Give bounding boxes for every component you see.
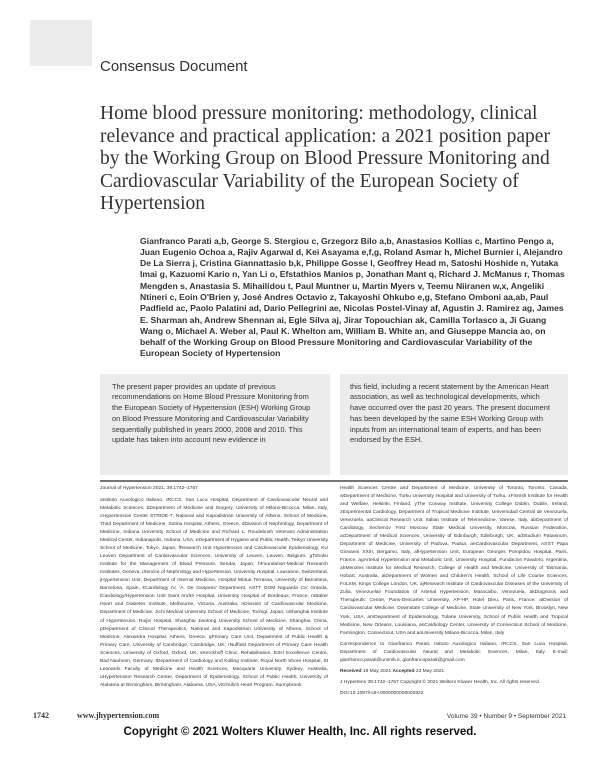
affiliations: aIstituto Auxologico Italiano, IRCCS, San Luca Hospital, Department of Cardiovascular Neural and Metabolic Sciences, bDepartment of Medicine and Surgery, University of Milano-Bicocca, Milan, Italy, cHypertension Center STRIDE-7, National and Kapodistrian University of Athens, School of Medicine, Third Department of Medicine, Sotiria Hospital, Athens, Greece, dDivision of Nephrology, Department of Medicine, Indiana University School of Medicine and Richard L. Roudebush Veterans Administration Medical Center, Indianapolis, Indiana, USA, eDepartment of Hygiene and Public Health, Teikyo University School of Medicine, Tokyo, Japan, fResearch Unit Hypertension and Cardiovascular Epidemiology, KU Leuven Department of Cardiovascular Sciences, University of Leuven, Leuven, Belgium, gTohoku Institute for the Management of Blood Pressure, Sendai, Japan, hFoundation-Medical Research Institutes, Geneva, iService of Nephrology and Hypertension, University Hospital, Lausanne, Switzerland, jHypertension Unit, Department of Internal Medicine, Hospital Mútua Terrassa, University of Barcelona, Barcelona, Spain, kCardiology IV, 'A. De Gasperis' Department, ASTT GOM Niguarda Ca' Granda, lCardiology/Hypertension Unit Saint André Hospital, University Hospital of Bordeaux, France, mBaker Heart and Diabetes Institute, Melbourne, Victoria, Australia, nDivision of Cardiovascular Medicine, Department of Medicine, Jichi Medical University School of Medicine, Tochigi, Japan, oShanghai Institute of Hypertension, Ruijin Hospital, Shanghai Jiaotong University School of Medicine, Shanghai, China, pDepartment of Clinical Therapeutics, National and Kapodistrian University of Athens, School of Medicine, Alexandra Hospital, Athens, Greece, qPrimary Care Unit, Department of Public Health & Primary Care, University of Cambridge, Cambridge, UK, rNuffield Department of Primary Care Health Sciences, University of Oxford, Oxford, UK, sKerckhoff Clinic, Rehabilitation, ESH Excellence Centre, Bad Nauheim, Germany, tDepartment of Cardiology and Kolling Institute, Royal North Shore Hospital, St Leonards Faculty of Medicine and Health Sciences, Macquarie University, Sydney, Australia, uHypertension Research Center, Department of Epidemiology, School of Public Health, University of Alabama at Birmingham, Birmingham, Alabama, USA, vSchulich Heart Program, Sunnybrook <box>100 497 328 688</box>
issue-info: Volume 39 • Number 9 • September 2021 <box>446 712 566 720</box>
copyright-notice: Copyright © 2021 Wolters Kluwer Health, Inc. All rights reserved. <box>123 725 477 738</box>
correspondence: Correspondence to Gianfranco Parati, Istituto Auxologico Italiano, IRCCS, San Luca Hospital, Department of Cardiovascular Neural and Metabolic Sciences, Milan, Italy. E-mail: gianfranco.parati@unimib.it, gianfrancoparati@gmail.com <box>340 641 568 663</box>
header-decoration <box>30 20 92 66</box>
divider <box>100 480 568 482</box>
affiliations-continued: Health Sciences Centre and Department of Medicine, University of Toronto, Toronto, Canada, wDepartment of Medicine, Turku University Hospital and University of Turku, xFinnish Institute for Health and Welfare, Helsinki, Finland, yThe Conway Institute, University College Dublin, Dublin, Ireland, zExperimental Cardiology, Department of Tropical Medicine Institute, Universidad Central de Venezuela, Venezuela, aaClinical Research Unit, Italian Institute of Telemedicine, Varese, Italy, abDepartment of Cardiology, Sechenov First Moscow State Medical University, Moscow, Russian Federation, acDepartment of Medical Sciences, University of Edinburgh, Edinburgh, UK, adStudium Patavinum, Department of Medicine, University of Padova, Padua, aeCardiovascular Department, ASST Papa Giovanni XXIII, Bergamo, Italy, afHypertension Unit, European Georges Pompidou Hospital, Paris, France, agArterial Hypertension and Metabolic Unit, University Hospital, Fundacion Favaloro, Argentina, ahMenzies Institute for Medical Research, College of Health and Medicine, University of Tasmania, Hobart, Australia, aiDepartment of Women and Children's Health, School of Life Course Sciences, FoLSM, Kings College London, UK, ajResearch Institute of Cardiovascular Diseases of the University of Zulia, Venezuelan Foundation of Arterial Hypertension, Maracaibo, Venezuela, akDiagnosis and Therapeutic Center, Paris-Descartes University, AP-HP, Hotel Dieu, Paris, France, alDivision of Cardiovascular Medicine, Downstate College of Medicine, State University of New York, Brooklyn, New York, USA, amDepartment of Epidemiology, Tulane University, School of Public Health and Tropical Medicine, New Orleans, Louisiana, anCardiology Center, University of Connecticut School of Medicine, Farmington, Connecticut, USA and aoUniversity Milano-Bicocca, Milan, Italy <box>340 485 568 636</box>
page-footer <box>33 711 566 720</box>
footnotes <box>100 485 568 701</box>
footnotes-right <box>340 485 568 701</box>
author-list: Gianfranco Parati a,b, George S. Stergiou c, Grzegorz Bilo a,b, Anastasios Kollias c, Martino Pengo a, Juan Eugenio Ochoa a, Rajiv Agarwal d, Kei Asayama e,f,g, Roland Asmar h, Michel Burnier i, Alejandro De La Sierra j, Cristina Giannattasio b,k, Philippe Gosse l, Geoffrey Head m, Satoshi Hoshide n, Yutaka Imai g, Kazuomi Kario n, Yan Li o, Efstathios Manios p, Jonathan Mant q, Richard J. McManus r, Thomas Mengden s, Anastasia S. Mihailidou t, Paul Muntner u, Martin Myers v, Teemu Niiranen w,x, Angeliki Ntineri c, Eoin O'Brien y, José Andres Octavio z, Takayoshi Ohkubo e,g, Stefano Omboni aa,ab, Paul Padfield ac, Paolo Palatini ad, Dario Pellegrini ae, Nicolas Postel-Vinay af, Agustin J. Ramirez ag, James E. Sharman ah, Andrew Shennan ai, Egle Silva aj, Jirar Topouchian ak, Camilla Torlasco a, Ji Guang Wang o, Michael A. Weber al, Paul K. Whelton am, William B. White an, and Giuseppe Mancia ao, on behalf of the Working Group on Blood Pressure Monitoring and Cardiovascular Variability of the European Society of Hypertension <box>140 235 565 359</box>
abstract-left: The present paper provides an update of previous recommendations on Home Blood Pressure Monitoring from the European Society of Hypertension (ESH) Working Group on Blood Pressure Monitoring and Cardiovascular Variability sequentially published in years 2000, 2008 and 2010. This update has taken into account new evidence in <box>100 374 330 475</box>
footnotes-left <box>100 485 328 701</box>
website-link[interactable]: www.jhypertension.com <box>77 710 160 720</box>
article-column <box>100 0 568 701</box>
section-label: Consensus Document <box>100 58 248 75</box>
article-title: Home blood pressure monitoring: methodology, clinical relevance and practical application: a 2021 position paper by the Working Group on Blood Pressure Monitoring and Cardiovascular Variability of the European Society of Hypertension <box>100 103 550 214</box>
abstract <box>100 374 568 475</box>
footer-left <box>33 711 159 720</box>
page-number: 1742 <box>33 710 49 720</box>
journal-reference: Journal of Hypertension 2021, 39:1742–1767 <box>100 485 198 491</box>
doi: DOI:10.1097/HJH.0000000000002922 <box>340 690 424 696</box>
dates: Received 18 May 2021 Accepted 23 May 2021 <box>340 668 445 674</box>
abstract-right: this field, including a recent statement by the American Heart association, as well as technological developments, which have occurred over the past 20 years. The present document has been developed by the same ESH Working Group with inputs from an international team of experts, and has been endorsed by the ESH. <box>340 374 568 475</box>
copyright-line: J Hypertens 39:1742–1767 Copyright © 2021 Wolters Kluwer Health, Inc. All rights reserved. <box>340 679 541 685</box>
